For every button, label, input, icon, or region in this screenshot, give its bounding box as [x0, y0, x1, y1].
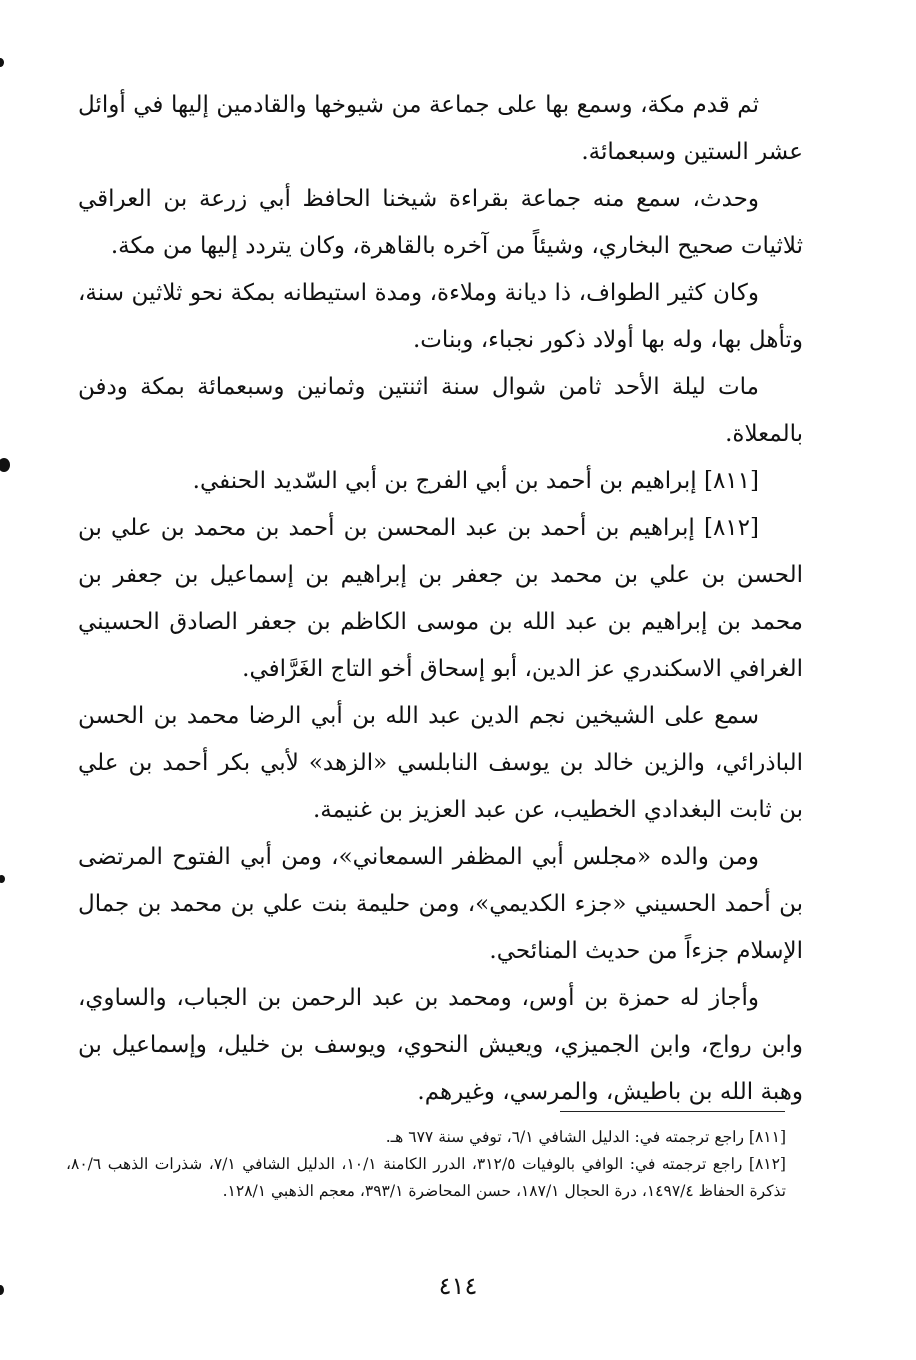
paragraph-4: مات ليلة الأحد ثامن شوال سنة اثنتين وثمانين وسبعمائة بمكة ودفن بالمعلاة.: [78, 374, 803, 447]
scan-mark-lower: [0, 875, 5, 883]
paragraph-9: وأجاز له حمزة بن أوس، ومحمد بن عبد الرحمن بن الجباب، والساوي، وابن رواج، وابن الجميزي، ويعيش النحوي، ويوسف بن خليل، وإسماعيل بن وهبة الله بن باطيش، والمرسي، وغيرهم.: [78, 985, 803, 1105]
paragraph-1: ثم قدم مكة، وسمع بها على جماعة من شيوخها والقادمين إليها في أوائل عشر الستين وسبعمائة.: [78, 92, 803, 165]
main-text: [78, 82, 803, 1116]
footnote-separator: [560, 1111, 785, 1112]
paragraph-2: وحدث، سمع منه جماعة بقراءة شيخنا الحافظ أبي زرعة بن العراقي ثلاثيات صحيح البخاري، وشيئاً من آخره بالقاهرة، وكان يتردد إليها من مكة.: [78, 186, 803, 259]
paragraph-8: ومن والده «مجلس أبي المظفر السمعاني»، ومن أبي الفتوح المرتضى بن أحمد الحسيني «جزء الكديمي»، ومن حليمة بنت علي بن محمد بن جمال الإسلام جزءاً من حديث المنائحي.: [78, 844, 803, 964]
entry-811: [٨١١] إبراهيم بن أحمد بن أبي الفرج بن أبي السّديد الحنفي.: [192, 468, 759, 494]
paragraph-7: سمع على الشيخين نجم الدين عبد الله بن أبي الرضا محمد بن الحسن الباذرائي، والزين خالد بن يوسف النابلسي «الزهد» لأبي بكر أحمد بن علي بن ثابت البغدادي الخطيب، عن عبد العزيز بن غنيمة.: [78, 703, 803, 823]
scan-mark-top: [0, 58, 4, 67]
paragraph-3: وكان كثير الطواف، ذا ديانة وملاءة، ومدة استيطانه بمكة نحو ثلاثين سنة، وتأهل بها، وله بها أولاد ذكور نجباء، وبنات.: [78, 280, 803, 353]
footnote-811: [٨١١] راجع ترجمته في: الدليل الشافي ٦/١، توفي سنة ٦٧٧ هـ.: [385, 1128, 786, 1146]
entry-812: [٨١٢] إبراهيم بن أحمد بن عبد المحسن بن أحمد بن محمد بن علي بن الحسن بن علي بن محمد بن جعفر بن إبراهيم بن إسماعيل بن جعفر بن محمد بن إبراهيم بن عبد الله بن موسى الكاظم بن جعفر الصادق الحسيني الغرافي الاسكندري عز الدين، أبو إسحاق أخو التاج الغَرَّافي.: [78, 515, 803, 682]
footnote-812: [٨١٢] راجع ترجمته في: الوافي بالوفيات ٣١٢/٥، الدرر الكامنة ١٠/١، الدليل الشافي ٧/١، شذرات الذهب ٨٠/٦، تذكرة الحفاظ ١٤٩٧/٤، درة الحجال ١٨٧/١، حسن المحاضرة ٣٩٣/١، معجم الذهبي ١٢٨/١.: [66, 1155, 786, 1200]
scan-mark-middle: [0, 458, 10, 472]
page-number: ٤١٤: [438, 1272, 478, 1300]
footnotes: [66, 1124, 786, 1205]
